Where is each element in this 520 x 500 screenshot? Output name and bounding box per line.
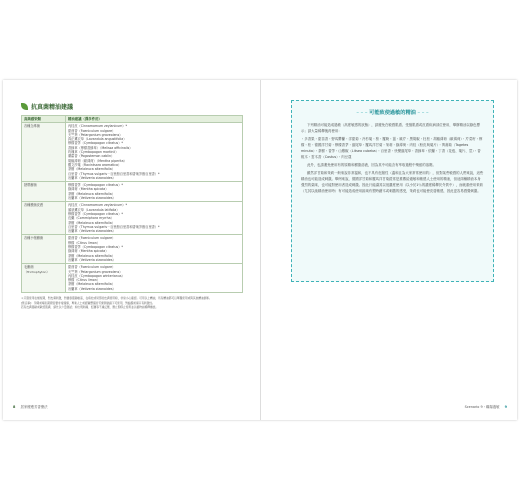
- oil-item: 百里香（Thymus vulgaris－百里酚百里香和香荊芥酚百里香）*: [68, 171, 160, 176]
- oil-item: 岩蘭草（Vetiveria zizanoides）: [68, 286, 116, 291]
- table-row: [22, 202, 243, 235]
- note: ＊只限使用在極短期，對皮膚刺激，對健康風險較高，在病灶或局部的皮膚使用時，非常小心確認。可用以上精油，所有精油都可以單獨使用或與其他精油調和。: [21, 295, 212, 300]
- oil-item: 真正薰衣草（Lavandula angustifolia）: [68, 137, 127, 142]
- note: 若有皮膚過敏或敏感肌膚，請先以少量測試；如出現刺痛、紅腫等不適反應，應立即停止使用並以植物油稀釋擦拭。: [21, 305, 159, 310]
- infection-latin: （Trichophyton）: [24, 269, 50, 274]
- infection-type: [22, 235, 66, 264]
- oil-item: 綠薄荷（Mentha spicata）: [68, 187, 109, 192]
- table-row: [22, 182, 243, 202]
- oil-item: 甜茴香（Foeniculum vulgare）: [68, 128, 116, 133]
- box-paragraph: 下列精油可能造成過敏（高度敏感的狀態），請避免在敏感肌膚、受損肌膚或皮膚疾病部位使用，舉辦精油以綠色標示；請大量稀釋後再使用：: [301, 123, 480, 133]
- oil-item: 岩蘭草（Vetiveria zizanoides）: [68, 229, 116, 234]
- table-title-text: 抗真菌精油建議: [31, 104, 74, 111]
- oil-item: 茶樹（Melaleuca alternifolia）: [68, 220, 115, 225]
- page-gutter: [260, 80, 261, 420]
- oil-item: 甜茴香（Foeniculum vulgare）: [68, 236, 116, 241]
- note: [禁忌事]：孕期或哺乳期間需要非常謹慎，專業人士或經驗豐富的芳療師建議下可使用，對黏膜或傷口有刺激性。: [21, 300, 155, 305]
- leaf-icon: [21, 103, 28, 110]
- box-title-text: 可能致使過敏的精油: [369, 110, 416, 116]
- oil-item: 丙桂皮（Cinnamomum zeylanicum）*: [68, 203, 128, 208]
- oil-item: 岩蘭草（Vetiveria zizanoides）: [68, 175, 116, 180]
- left-page: [21, 102, 243, 311]
- book-title: 居家療癒芳香療法: [20, 405, 48, 409]
- header-infection: 真菌感染類: [22, 116, 66, 123]
- table-row: [22, 264, 243, 293]
- oil-item: 丙桂皮（Cymbopogon winterianus）: [68, 273, 125, 278]
- chapter-title: Scenario 9・職場過敏: [464, 405, 500, 409]
- allergen-list: ・多香果・甜苗香・野馬鬱蘭・洋甜菊・冷杉葉・桉・羅勒・薑・歐芹・黑胡椒・杜松・胡椒薄荷（歐薄荷）・芹菜籽・檸檬・松・德國洋甘菊・檸檬香茅・鼠尾草・羅馬洋甘菊・茉莉・綠薄荷・肉桂（粉皮與葉片）・萬壽菊（Tagetes minuta）・茶樹・香茅・山雞椒（Litsea cubeba）・百里香・快樂鼠尾草・香蜂草・依蘭・丁香（花苞、葉片、莖）・香桃木・雲木香（Costus）・肉豆蔻: [301, 137, 483, 159]
- infection-name: 各種黴菌皮膚: [24, 203, 44, 208]
- right-footer: [465, 404, 507, 409]
- oil-item: 岩蘭草（Vetiveria zizanoides）: [68, 257, 116, 262]
- oil-item: 玫瑰草（Cymbopogon martinii）: [68, 150, 119, 155]
- oil-item: 檸檬（Citrus limon）: [68, 278, 100, 283]
- infection-name: 熱帶癬菌: [24, 183, 37, 188]
- oil-item: 廣藿香（Pogostemon cablin）: [68, 154, 115, 159]
- infection-type: [22, 264, 66, 293]
- left-footer: [13, 404, 48, 409]
- oil-list: [66, 202, 243, 235]
- page-number: 8: [13, 405, 16, 409]
- allergy-box: [291, 100, 494, 282]
- oil-item: 羅文莎葉（Ravintsara aromatica）: [68, 162, 122, 167]
- oil-item: 岩蘭草（Vetiveria zizanoides）: [68, 196, 116, 201]
- oil-item: 天竺葵（Pelargonium graveolens）: [68, 269, 123, 274]
- oil-item: 沒藥（Commiphora myrrha）: [68, 216, 114, 221]
- oil-item: 茶樹（Melaleuca alternifolia）: [68, 253, 115, 258]
- oil-item: 檸檬香茅（Cymbopogon citratus）*: [68, 211, 123, 216]
- header-oils: 精油建議（擇多件用）: [66, 116, 243, 123]
- table-row: [22, 235, 243, 264]
- antifungal-table: [21, 115, 243, 293]
- box-paragraph: 此外，也請避免使用有的原精和樹脂溶液，因為其中可能含有萃取過程中殘留的溶劑。: [307, 163, 436, 167]
- oil-item: 茶樹（Melaleuca alternifolia）: [68, 282, 115, 287]
- oil-list: [66, 235, 243, 264]
- oil-item: 茶樹（Melaleuca alternifolia）: [68, 167, 115, 172]
- page-number: 9: [504, 405, 507, 409]
- infection-type: [22, 123, 66, 182]
- book-spread: [3, 80, 517, 420]
- infection-name: 各種小孢癬菌: [24, 236, 44, 241]
- box-title: – – – 可能致使過敏的精油 – – –: [356, 110, 429, 116]
- oil-item: 檸檬香茅（Cymbopogon citratus）*: [68, 141, 123, 146]
- oil-item: 香蜂草（檸檬香蜂草）（Melissa officinalis）: [68, 145, 133, 150]
- oil-item: 茶樹（Melaleuca alternifolia）: [68, 191, 115, 196]
- table-row: [22, 123, 243, 182]
- oil-list: [66, 182, 243, 202]
- table-header-row: [22, 116, 243, 123]
- oil-item: 天竺葵（Pelargonium graveolens）: [68, 132, 123, 137]
- infection-name: 各種念珠菌: [24, 124, 40, 129]
- oil-item: 胡椒薄荷（歐薄荷）（Mentha piperita）: [68, 158, 127, 163]
- oil-item: 頭狀薰衣草（Lavandula latifolia）: [68, 207, 120, 212]
- oil-list: [66, 264, 243, 293]
- oil-item: 檸檬香茅（Cymbopogon citratus）*: [68, 183, 123, 188]
- oil-item: 丙桂皮（Cinnamomum zeylanicum）*: [68, 124, 128, 129]
- table-notes: [21, 297, 243, 310]
- oil-item: 檸檬香茅（Cymbopogon citratus）*: [68, 245, 123, 250]
- oil-item: 綠薄荷（Mentha spicata）: [68, 249, 109, 254]
- infection-name: 毛癬菌: [24, 265, 34, 270]
- oil-item: 百里香（Thymus vulgaris－百里酚百里香和香荊芥酚百里香）*: [68, 224, 160, 229]
- table-title: [21, 102, 243, 111]
- oil-item: 甜茴香（Foeniculum vulgare）: [68, 265, 116, 270]
- oil-item: 檸檬（Citrus limon）: [68, 240, 100, 245]
- infection-type: [22, 202, 66, 235]
- oil-list: [66, 123, 243, 182]
- infection-type: [22, 182, 66, 202]
- box-paragraph: 雖然洋甘菊和茉莉一般來說非常溫和，也不具有危險性（溫和且為大家常常使用的），但對某些敏感的人們來說，這些精油也可能造成刺激。舉例來說，德國洋甘菊和羅馬洋甘菊經常是推薦給過敏和敏感人士使用的精油，但這兩種精油本身強烈的氣味，也可能對使用者造成刺激。因此只能讓其以低濃度使用（以小於1％的濃度稀釋於介質中），而就重使用茉莉（尤其以純精油使用時）有可能造成使用區域有塑時藉木或刺激的感受，茉莉也可能使皮膚敏感，因此更容易感覺刺激。: [301, 171, 484, 193]
